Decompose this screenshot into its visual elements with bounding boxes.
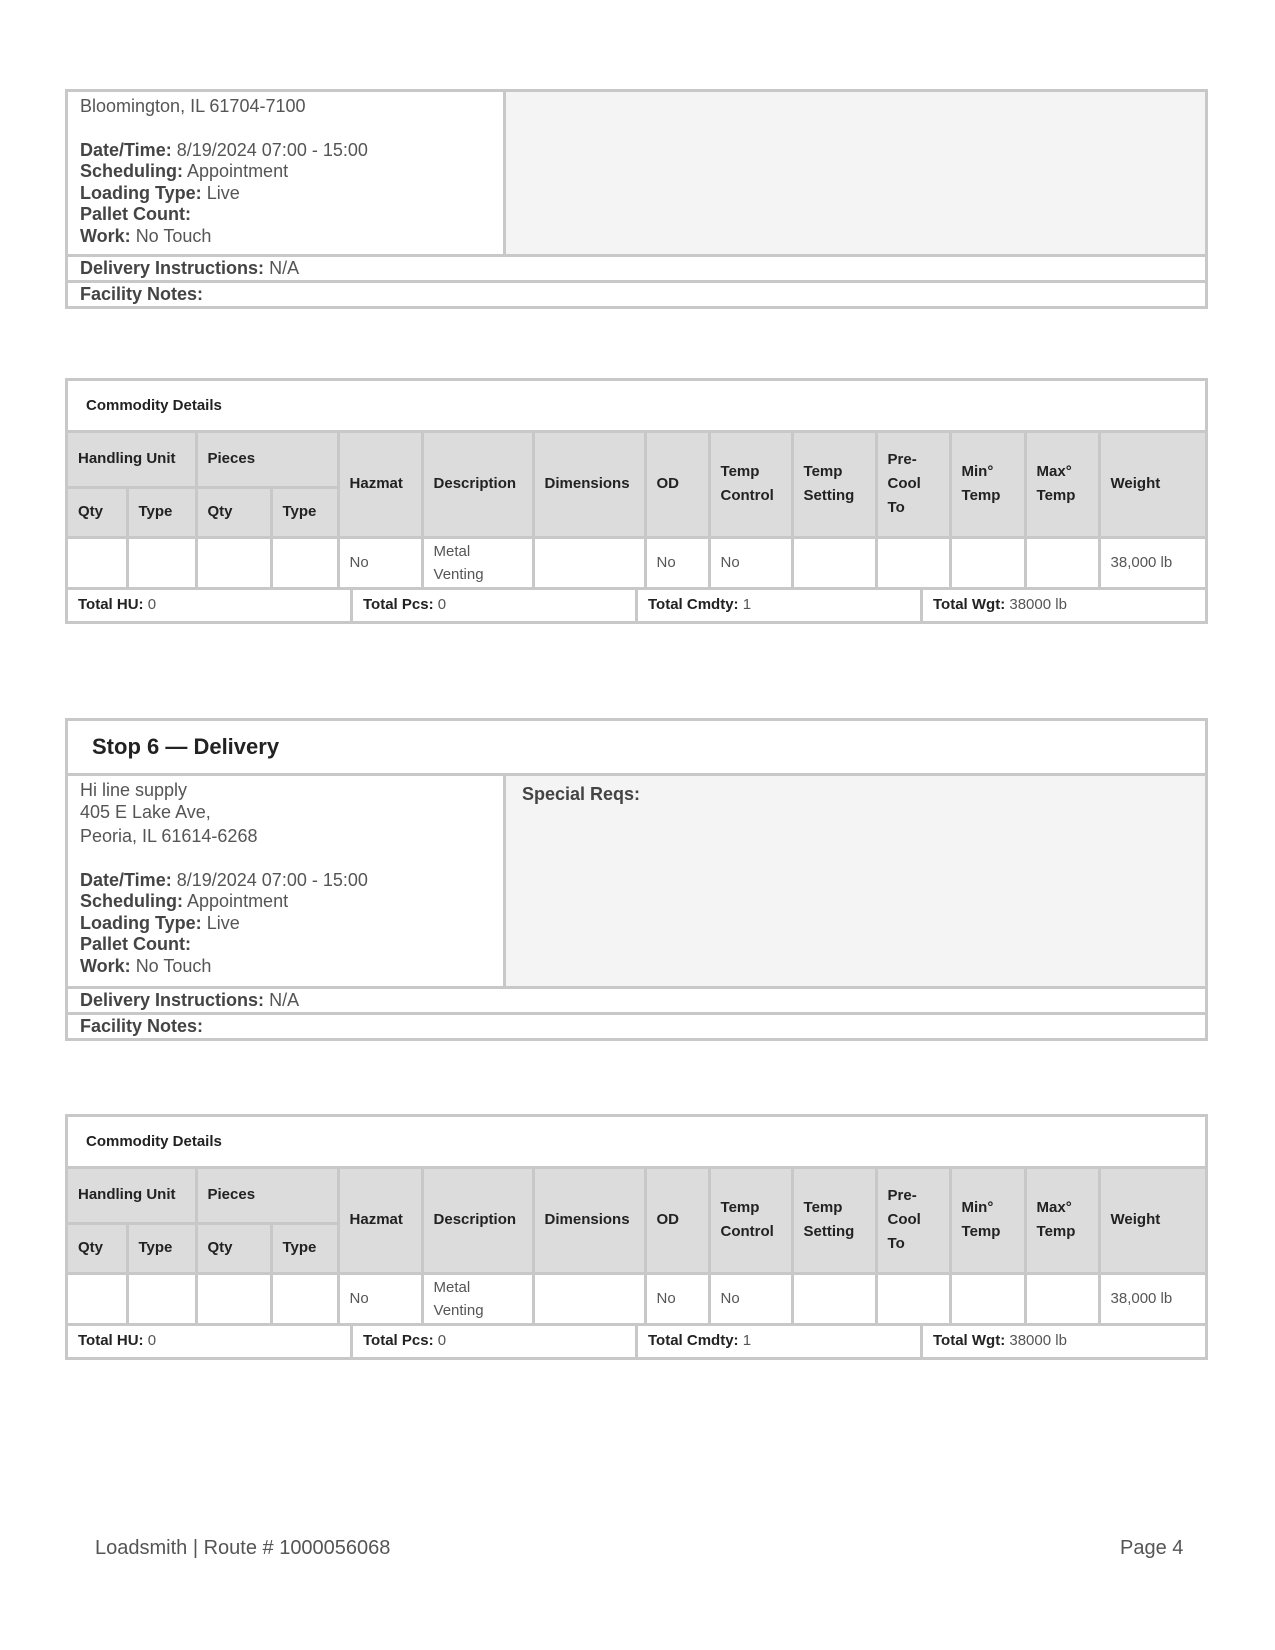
cell-od: No <box>645 537 709 588</box>
city-line: Bloomington, IL 61704-7100 <box>80 96 306 116</box>
address-line: 405 E Lake Ave, <box>80 801 211 822</box>
header-min-temp: Min° Temp <box>950 1169 1025 1273</box>
header-temp-setting: Temp Setting <box>792 433 876 537</box>
cell-weight: 38,000 lb <box>1099 537 1205 588</box>
header-pc-type: Type <box>271 487 338 537</box>
stop-5-info <box>68 92 506 254</box>
total-pcs: Total Pcs: 0 <box>353 1326 638 1357</box>
cell-max-temp <box>1025 1273 1099 1324</box>
commodity-title: Commodity Details <box>68 381 1205 433</box>
commodity-title: Commodity Details <box>68 1117 1205 1169</box>
header-hu-type: Type <box>127 487 196 537</box>
header-min-temp: Min° Temp <box>950 433 1025 537</box>
facility-notes: Facility Notes: <box>80 1016 204 1036</box>
header-description: Description <box>422 1169 533 1273</box>
pallet-count: Pallet Count: <box>80 204 191 224</box>
table-row <box>68 537 1205 588</box>
total-cmdty: Total Cmdty: 1 <box>638 590 923 621</box>
pallet-count: Pallet Count: <box>80 934 191 954</box>
cell-hazmat: No <box>338 1273 422 1324</box>
work: Work: No Touch <box>80 955 212 976</box>
cell-od: No <box>645 1273 709 1324</box>
header-hu-qty: Qty <box>68 1223 127 1273</box>
table-row <box>68 1273 1205 1324</box>
cell-description: Metal Venting <box>422 1273 533 1324</box>
special-reqs-area <box>506 776 1205 986</box>
header-temp-control: Temp Control <box>709 433 792 537</box>
cell-hu-type <box>127 1273 196 1324</box>
total-cmdty: Total Cmdty: 1 <box>638 1326 923 1357</box>
header-dimensions: Dimensions <box>533 1169 645 1273</box>
special-reqs-area <box>506 92 1205 254</box>
total-hu: Total HU: 0 <box>68 1326 353 1357</box>
cell-temp-control: No <box>709 537 792 588</box>
date-time: Date/Time: 8/19/2024 07:00 - 15:00 <box>80 869 368 890</box>
cell-pc-qty <box>196 1273 271 1324</box>
header-pc-type: Type <box>271 1223 338 1273</box>
cell-hazmat: No <box>338 537 422 588</box>
header-pc-qty: Qty <box>196 1223 271 1273</box>
loading-type: Loading Type: Live <box>80 182 240 203</box>
stop-6-info <box>68 776 506 986</box>
cell-dimensions <box>533 1273 645 1324</box>
header-temp-control: Temp Control <box>709 1169 792 1273</box>
cell-hu-type <box>127 537 196 588</box>
scheduling: Scheduling: Appointment <box>80 891 289 911</box>
cell-hu-qty <box>68 1273 127 1324</box>
cell-precool <box>876 537 950 588</box>
stop-6-panel <box>65 718 1208 1041</box>
header-hazmat: Hazmat <box>338 1169 422 1273</box>
cell-weight: 38,000 lb <box>1099 1273 1205 1324</box>
cell-hu-qty <box>68 537 127 588</box>
special-reqs-label: Special Reqs: <box>522 784 641 804</box>
total-wgt: Total Wgt: 38000 lb <box>933 1331 1067 1349</box>
total-pcs: Total Pcs: 0 <box>353 590 638 621</box>
header-hu-qty: Qty <box>68 487 127 537</box>
cell-precool <box>876 1273 950 1324</box>
commodity-details-1 <box>65 378 1208 624</box>
total-hu: Total HU: 0 <box>68 590 353 621</box>
work: Work: No Touch <box>80 225 212 246</box>
header-hu-type: Type <box>127 1223 196 1273</box>
header-precool: Pre- Cool To <box>876 1169 950 1273</box>
header-temp-setting: Temp Setting <box>792 1169 876 1273</box>
city-line: Peoria, IL 61614-6268 <box>80 826 258 846</box>
header-precool: Pre- Cool To <box>876 433 950 537</box>
cell-temp-control: No <box>709 1273 792 1324</box>
commodity-table <box>68 433 1205 590</box>
header-max-temp: Max° Temp <box>1025 433 1099 537</box>
header-max-temp: Max° Temp <box>1025 1169 1099 1273</box>
header-pieces: Pieces <box>196 1169 338 1223</box>
facility-name: Hi line supply <box>80 780 188 800</box>
commodity-table <box>68 1169 1205 1326</box>
cell-min-temp <box>950 537 1025 588</box>
header-handling-unit: Handling Unit <box>68 433 196 487</box>
delivery-instructions: Delivery Instructions: N/A <box>68 989 1205 1015</box>
header-description: Description <box>422 433 533 537</box>
date-time: Date/Time: 8/19/2024 07:00 - 15:00 <box>80 139 368 160</box>
header-pc-qty: Qty <box>196 487 271 537</box>
commodity-totals <box>68 1326 1205 1357</box>
facility-notes: Facility Notes: <box>80 284 204 304</box>
header-od: OD <box>645 1169 709 1273</box>
stop-5-panel <box>65 89 1208 309</box>
commodity-details-2 <box>65 1114 1208 1360</box>
delivery-instructions: Delivery Instructions: N/A <box>68 257 1205 283</box>
total-wgt: Total Wgt: 38000 lb <box>933 595 1067 613</box>
cell-pc-qty <box>196 537 271 588</box>
cell-dimensions <box>533 537 645 588</box>
scheduling: Scheduling: Appointment <box>80 161 289 181</box>
header-hazmat: Hazmat <box>338 433 422 537</box>
header-handling-unit: Handling Unit <box>68 1169 196 1223</box>
commodity-totals <box>68 590 1205 621</box>
header-weight: Weight <box>1099 1169 1205 1273</box>
cell-min-temp <box>950 1273 1025 1324</box>
footer-page-number: Page 4 <box>1120 1537 1184 1559</box>
cell-pc-type <box>271 1273 338 1324</box>
header-od: OD <box>645 433 709 537</box>
header-dimensions: Dimensions <box>533 433 645 537</box>
cell-pc-type <box>271 537 338 588</box>
footer-route: Loadsmith | Route # 1000056068 <box>95 1537 391 1559</box>
cell-max-temp <box>1025 537 1099 588</box>
cell-temp-setting <box>792 537 876 588</box>
stop-title: Stop 6 — Delivery <box>68 721 1205 776</box>
cell-temp-setting <box>792 1273 876 1324</box>
cell-description: Metal Venting <box>422 537 533 588</box>
header-weight: Weight <box>1099 433 1205 537</box>
loading-type: Loading Type: Live <box>80 912 240 933</box>
header-pieces: Pieces <box>196 433 338 487</box>
